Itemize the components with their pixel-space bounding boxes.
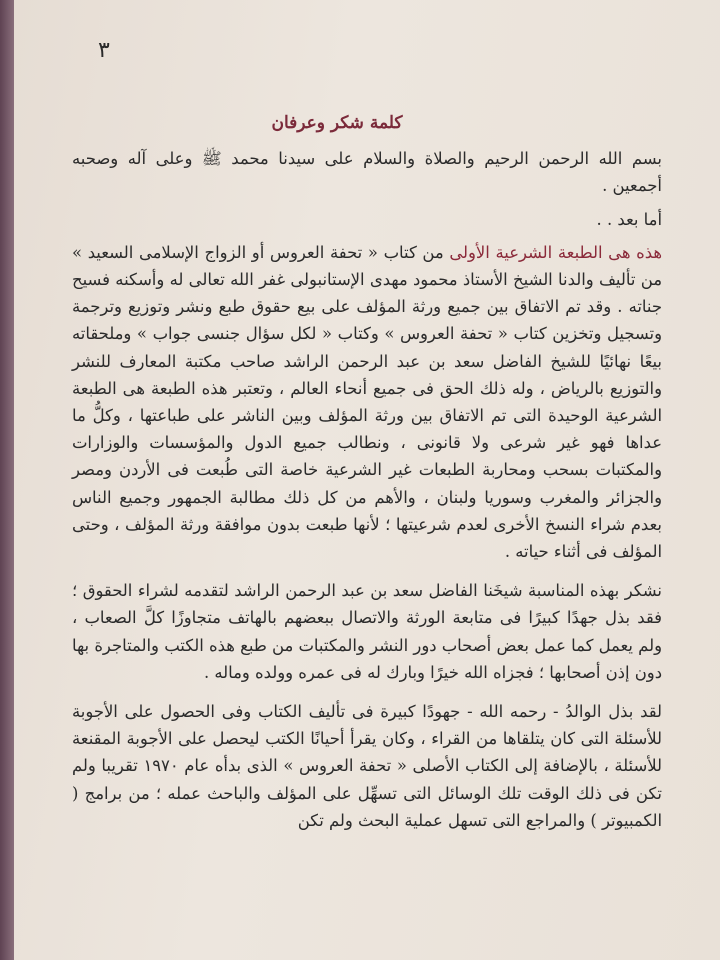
paragraph-1 — [72, 239, 662, 565]
page-spine — [0, 0, 14, 960]
page-content — [72, 110, 662, 846]
paragraph-3: لقد بذل الوالدُ - رحمه الله - جهودًا كبيرة فى تأليف الكتاب وفى الحصول على الأجوبة للأسئلة التى كان يتلقاها من القراء ، وكان يقرأ أحيانًا الكتب ليحصل على الأجوبة المقنعة للأسئلة ، بالإضافة إلى الكتاب الأصلى « تحفة العروس » الذى بدأه عام ١٩٧٠ تقريبا ولم تكن فى ذلك الوقت تلك الوسائل التى تسهِّل على المؤلف والباحث عمله ؛ من برامج ( الكمبيوتر ) والمراجع التى تسهل عملية البحث ولم تكن — [72, 702, 663, 830]
paragraph-1-text: من كتاب « تحفة العروس أو الزواج الإسلامى السعيد » من تأليف والدنا الشيخ الأستاذ محمود مهدى الإستانبولى غفر الله تعالى له وأسكنه فسيح جناته . وقد تم الاتفاق بين جميع ورثة المؤلف على بيع حقوق طبع ونشر وتوزيع وترجمة وتسجيل وتخزين كتاب « تحفة العروس » وكتاب « لكل سؤال جنسى جواب » وملحقاته بيعًا نهائيًا للشيخ الفاضل سعد بن عبد الرحمن الراشد صاحب مكتبة المعارف للنشر والتوزيع بالرياض ، وله ذلك الحق فى جميع أنحاء العالم ، وتعتبر هذه الطبعة هى الطبعة الشرعية الوحيدة التى تم الاتفاق بين ورثة المؤلف وبين الناشر على طباعتها ، وكلُّ ما عداها فهو غير شرعى ولا قانونى ، ونطالب جميع الدول والمؤسسات والوزارات والمكتبات بسحب ومحاربة الطبعات غير الشرعية خاصة التى طُبعت فى الأردن ومصر والجزائر والمغرب وسوريا ولبنان ، والأهم من كل ذلك مطالبة الجمهور وجميع الناس بعدم شراء النسخ الأخرى لعدم شرعيتها ؛ لأنها طبعت بدون موافقة ورثة المؤلف ، وحتى المؤلف فى أثناء حياته . — [72, 242, 662, 562]
intro-paragraph: بسم الله الرحمن الرحيم والصلاة والسلام على سيدنا محمد ﷺ وعلى آله وصحبه أجمعين . — [72, 149, 662, 196]
book-page — [14, 0, 720, 960]
amma-baad: أما بعد . . — [596, 209, 662, 229]
page-number: ٣ — [98, 38, 110, 63]
paragraph-1-lead: هذه هى الطبعة الشرعية الأولى — [449, 242, 662, 262]
paragraph-2: نشكر بهذه المناسبة شيخَنا الفاضل سعد بن عبد الرحمن الراشد لتقدمه لشراء الحقوق ؛ فقد بذل جهدًا كبيرًا فى متابعة الورثة والاتصال ببعضهم بالهاتف متجاوزًا كلَّ الصعاب ، ولم يعمل كما عمل بعض أصحاب دور النشر والمكتبات من طبع هذه الكتب والمتاجرة بها دون إذن أصحابها ؛ فجزاه الله خيرًا وبارك له فى عمره وولده وماله . — [72, 581, 662, 682]
section-heading: كلمة شكر وعرفان — [271, 113, 403, 133]
